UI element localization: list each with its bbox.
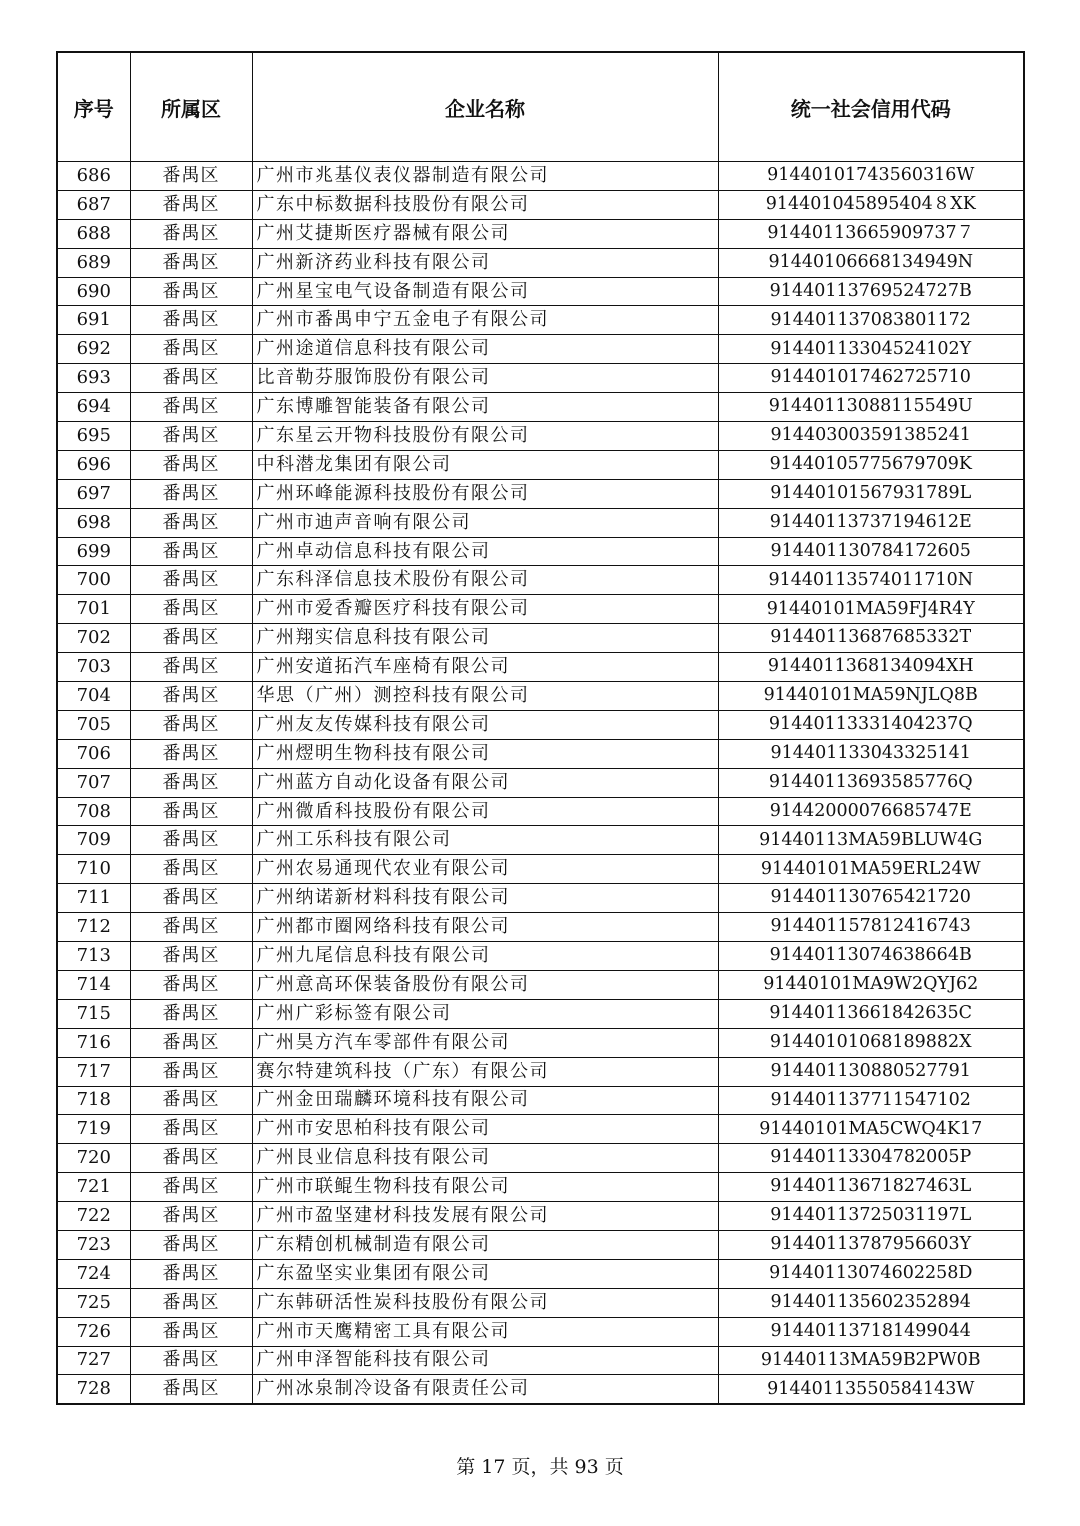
row-serial-number: 688	[57, 219, 130, 248]
table-row	[57, 508, 1024, 537]
table-row	[57, 855, 1024, 884]
table-row	[57, 768, 1024, 797]
row-credit-code: 91440113665909737７	[718, 219, 1024, 248]
table-row	[57, 393, 1024, 422]
row-company-name: 广州市爱香瓣医疗科技有限公司	[252, 595, 718, 624]
row-credit-code: 91440113550584143W	[718, 1375, 1024, 1404]
header-district: 所属区	[130, 52, 252, 162]
row-serial-number: 700	[57, 566, 130, 595]
row-company-name: 广州市安思柏科技有限公司	[252, 1115, 718, 1144]
table-row	[57, 1173, 1024, 1202]
row-district: 番禺区	[130, 1317, 252, 1346]
table-row	[57, 999, 1024, 1028]
row-company-name: 广州途道信息科技有限公司	[252, 335, 718, 364]
row-serial-number: 686	[57, 162, 130, 191]
table-row	[57, 190, 1024, 219]
row-district: 番禺区	[130, 653, 252, 682]
row-company-name: 广东精创机械制造有限公司	[252, 1230, 718, 1259]
row-district: 番禺区	[130, 855, 252, 884]
row-district: 番禺区	[130, 1173, 252, 1202]
row-serial-number: 699	[57, 537, 130, 566]
row-company-name: 广州九尾信息科技有限公司	[252, 942, 718, 971]
row-serial-number: 722	[57, 1202, 130, 1231]
table-row	[57, 566, 1024, 595]
table-row	[57, 479, 1024, 508]
row-credit-code: 91440101743560316W	[718, 162, 1024, 191]
row-serial-number: 697	[57, 479, 130, 508]
row-serial-number: 698	[57, 508, 130, 537]
table-row	[57, 1202, 1024, 1231]
table-body	[57, 162, 1024, 1405]
row-company-name: 广东科泽信息技术股份有限公司	[252, 566, 718, 595]
row-company-name: 广州昊方汽车零部件有限公司	[252, 1028, 718, 1057]
row-district: 番禺区	[130, 1288, 252, 1317]
table-row	[57, 1028, 1024, 1057]
row-company-name: 广州冰泉制冷设备有限责任公司	[252, 1375, 718, 1404]
row-company-name: 广东博雕智能装备有限公司	[252, 393, 718, 422]
row-credit-code: 91440101567931789L	[718, 479, 1024, 508]
row-credit-code: 91440113725031197L	[718, 1202, 1024, 1231]
row-credit-code: 914401157812416743	[718, 913, 1024, 942]
table-row	[57, 537, 1024, 566]
table-row	[57, 1288, 1024, 1317]
table-row	[57, 1057, 1024, 1086]
page-number-text: 第 17 页，共 93 页	[456, 1456, 624, 1478]
row-credit-code: 91440113074638664B	[718, 942, 1024, 971]
row-credit-code: 91440113304782005P	[718, 1144, 1024, 1173]
row-credit-code: 91440113574011710N	[718, 566, 1024, 595]
row-serial-number: 717	[57, 1057, 130, 1086]
row-credit-code: 91440101MA5CWQ4K17	[718, 1115, 1024, 1144]
row-credit-code: 9144011368134094XH	[718, 653, 1024, 682]
row-district: 番禺区	[130, 393, 252, 422]
row-serial-number: 703	[57, 653, 130, 682]
table-header-row	[57, 52, 1024, 162]
row-district: 番禺区	[130, 1230, 252, 1259]
row-district: 番禺区	[130, 479, 252, 508]
row-credit-code: 91440113661842635C	[718, 999, 1024, 1028]
row-company-name: 广州环峰能源科技股份有限公司	[252, 479, 718, 508]
row-credit-code: 914401137711547102	[718, 1086, 1024, 1115]
row-credit-code: 91440113787956603Y	[718, 1230, 1024, 1259]
row-credit-code: 91440113737194612E	[718, 508, 1024, 537]
row-serial-number: 706	[57, 739, 130, 768]
table-row	[57, 970, 1024, 999]
table-row	[57, 1259, 1024, 1288]
table-row	[57, 884, 1024, 913]
row-serial-number: 718	[57, 1086, 130, 1115]
table-row	[57, 682, 1024, 711]
row-district: 番禺区	[130, 884, 252, 913]
row-credit-code: 91440101MA9W2QYJ62	[718, 970, 1024, 999]
table-row	[57, 1115, 1024, 1144]
header-credit-code: 统一社会信用代码	[718, 52, 1024, 162]
row-district: 番禺区	[130, 1057, 252, 1086]
row-serial-number: 713	[57, 942, 130, 971]
row-serial-number: 708	[57, 797, 130, 826]
row-district: 番禺区	[130, 970, 252, 999]
row-company-name: 广州市迪声音响有限公司	[252, 508, 718, 537]
row-district: 番禺区	[130, 422, 252, 451]
row-credit-code: 91440113671827463L	[718, 1173, 1024, 1202]
row-district: 番禺区	[130, 306, 252, 335]
row-credit-code: 914401133043325141	[718, 739, 1024, 768]
header-company-name: 企业名称	[252, 52, 718, 162]
row-serial-number: 687	[57, 190, 130, 219]
row-serial-number: 721	[57, 1173, 130, 1202]
row-serial-number: 704	[57, 682, 130, 711]
row-district: 番禺区	[130, 364, 252, 393]
row-credit-code: 914401017462725710	[718, 364, 1024, 393]
row-district: 番禺区	[130, 768, 252, 797]
row-company-name: 广东星云开物科技股份有限公司	[252, 422, 718, 451]
row-credit-code: 914401130880527791	[718, 1057, 1024, 1086]
row-district: 番禺区	[130, 913, 252, 942]
row-serial-number: 701	[57, 595, 130, 624]
row-district: 番禺区	[130, 1375, 252, 1404]
row-district: 番禺区	[130, 1144, 252, 1173]
row-company-name: 广州意高环保装备股份有限公司	[252, 970, 718, 999]
row-credit-code: 91440106668134949N	[718, 248, 1024, 277]
row-company-name: 中科潜龙集团有限公司	[252, 450, 718, 479]
row-district: 番禺区	[130, 826, 252, 855]
row-serial-number: 716	[57, 1028, 130, 1057]
row-credit-code: 91440113MA59BLUW4G	[718, 826, 1024, 855]
table-row	[57, 710, 1024, 739]
row-district: 番禺区	[130, 624, 252, 653]
row-company-name: 广州申泽智能科技有限公司	[252, 1346, 718, 1375]
row-credit-code: 91440113304524102Y	[718, 335, 1024, 364]
row-district: 番禺区	[130, 248, 252, 277]
row-company-name: 广州广彩标签有限公司	[252, 999, 718, 1028]
row-serial-number: 710	[57, 855, 130, 884]
row-company-name: 广州金田瑞麟环境科技有限公司	[252, 1086, 718, 1115]
row-district: 番禺区	[130, 277, 252, 306]
row-district: 番禺区	[130, 450, 252, 479]
row-company-name: 广州都市圈网络科技有限公司	[252, 913, 718, 942]
table-row	[57, 739, 1024, 768]
row-serial-number: 714	[57, 970, 130, 999]
row-district: 番禺区	[130, 162, 252, 191]
table-row	[57, 335, 1024, 364]
table-row	[57, 219, 1024, 248]
row-district: 番禺区	[130, 739, 252, 768]
table-row	[57, 364, 1024, 393]
row-company-name: 广东韩研活性炭科技股份有限公司	[252, 1288, 718, 1317]
row-serial-number: 702	[57, 624, 130, 653]
row-credit-code: 91440113088115549U	[718, 393, 1024, 422]
table-row	[57, 826, 1024, 855]
row-company-name: 赛尔特建筑科技（广东）有限公司	[252, 1057, 718, 1086]
row-serial-number: 711	[57, 884, 130, 913]
row-district: 番禺区	[130, 1259, 252, 1288]
row-credit-code: 91442000076685747E	[718, 797, 1024, 826]
table-row	[57, 162, 1024, 191]
row-district: 番禺区	[130, 1115, 252, 1144]
row-company-name: 广州市联鲲生物科技有限公司	[252, 1173, 718, 1202]
row-serial-number: 707	[57, 768, 130, 797]
table-row	[57, 913, 1024, 942]
row-company-name: 广州新济药业科技有限公司	[252, 248, 718, 277]
row-credit-code: 91440101MA59ERL24W	[718, 855, 1024, 884]
row-district: 番禺区	[130, 682, 252, 711]
row-company-name: 广州纳诺新材料科技有限公司	[252, 884, 718, 913]
table-row	[57, 1144, 1024, 1173]
table-row	[57, 1230, 1024, 1259]
table-row	[57, 277, 1024, 306]
table-row	[57, 1086, 1024, 1115]
row-serial-number: 696	[57, 450, 130, 479]
row-serial-number: 695	[57, 422, 130, 451]
row-serial-number: 724	[57, 1259, 130, 1288]
row-company-name: 广州市番禺申宁五金电子有限公司	[252, 306, 718, 335]
row-credit-code: 914401137083801172	[718, 306, 1024, 335]
row-credit-code: 91440113074602258D	[718, 1259, 1024, 1288]
row-company-name: 广州微盾科技股份有限公司	[252, 797, 718, 826]
table-row	[57, 942, 1024, 971]
row-company-name: 华思（广州）测控科技有限公司	[252, 682, 718, 711]
row-company-name: 广州卓动信息科技有限公司	[252, 537, 718, 566]
row-serial-number: 692	[57, 335, 130, 364]
row-district: 番禺区	[130, 710, 252, 739]
row-serial-number: 709	[57, 826, 130, 855]
row-district: 番禺区	[130, 797, 252, 826]
row-serial-number: 723	[57, 1230, 130, 1259]
row-credit-code: 91440105775679709K	[718, 450, 1024, 479]
table-row	[57, 653, 1024, 682]
row-district: 番禺区	[130, 508, 252, 537]
row-serial-number: 712	[57, 913, 130, 942]
table-row	[57, 1346, 1024, 1375]
row-company-name: 广州农易通现代农业有限公司	[252, 855, 718, 884]
row-serial-number: 719	[57, 1115, 130, 1144]
row-company-name: 广州艾捷斯医疗器械有限公司	[252, 219, 718, 248]
row-credit-code: 91440113769524727B	[718, 277, 1024, 306]
row-district: 番禺区	[130, 190, 252, 219]
row-company-name: 广州艮业信息科技有限公司	[252, 1144, 718, 1173]
row-company-name: 广州市天鹰精密工具有限公司	[252, 1317, 718, 1346]
row-serial-number: 689	[57, 248, 130, 277]
row-credit-code: 91440101MA59FJ4R4Y	[718, 595, 1024, 624]
table-row	[57, 595, 1024, 624]
row-serial-number: 727	[57, 1346, 130, 1375]
row-district: 番禺区	[130, 942, 252, 971]
row-company-name: 广州工乐科技有限公司	[252, 826, 718, 855]
row-credit-code: 914401130784172605	[718, 537, 1024, 566]
row-credit-code: 91440113693585776Q	[718, 768, 1024, 797]
table-row	[57, 1375, 1024, 1404]
row-serial-number: 726	[57, 1317, 130, 1346]
row-credit-code: 914401045895404８XK	[718, 190, 1024, 219]
row-company-name: 广东盈坚实业集团有限公司	[252, 1259, 718, 1288]
row-district: 番禺区	[130, 999, 252, 1028]
row-company-name: 广州友友传媒科技有限公司	[252, 710, 718, 739]
row-serial-number: 715	[57, 999, 130, 1028]
row-credit-code: 91440101MA59NJLQ8B	[718, 682, 1024, 711]
page-footer	[0, 1452, 1080, 1479]
row-credit-code: 914403003591385241	[718, 422, 1024, 451]
row-serial-number: 725	[57, 1288, 130, 1317]
row-company-name: 比音勒芬服饰股份有限公司	[252, 364, 718, 393]
row-company-name: 广州熤明生物科技有限公司	[252, 739, 718, 768]
row-district: 番禺区	[130, 1086, 252, 1115]
row-district: 番禺区	[130, 219, 252, 248]
row-credit-code: 91440113MA59B2PW0B	[718, 1346, 1024, 1375]
table-row	[57, 797, 1024, 826]
table-row	[57, 248, 1024, 277]
table-row	[57, 422, 1024, 451]
row-credit-code: 91440101068189882X	[718, 1028, 1024, 1057]
row-district: 番禺区	[130, 1346, 252, 1375]
row-serial-number: 705	[57, 710, 130, 739]
row-district: 番禺区	[130, 566, 252, 595]
row-credit-code: 91440113331404237Q	[718, 710, 1024, 739]
row-serial-number: 691	[57, 306, 130, 335]
row-company-name: 广州星宝电气设备制造有限公司	[252, 277, 718, 306]
row-credit-code: 914401137181499044	[718, 1317, 1024, 1346]
row-district: 番禺区	[130, 537, 252, 566]
table-row	[57, 1317, 1024, 1346]
row-district: 番禺区	[130, 1028, 252, 1057]
table-row	[57, 306, 1024, 335]
row-serial-number: 728	[57, 1375, 130, 1404]
table-row	[57, 624, 1024, 653]
row-serial-number: 694	[57, 393, 130, 422]
header-serial-number: 序号	[57, 52, 130, 162]
table-row	[57, 450, 1024, 479]
row-district: 番禺区	[130, 335, 252, 364]
row-company-name: 广州蓝方自动化设备有限公司	[252, 768, 718, 797]
row-company-name: 广州市兆基仪表仪器制造有限公司	[252, 162, 718, 191]
row-company-name: 广州翔实信息科技有限公司	[252, 624, 718, 653]
row-district: 番禺区	[130, 1202, 252, 1231]
row-credit-code: 914401130765421720	[718, 884, 1024, 913]
row-credit-code: 91440113687685332T	[718, 624, 1024, 653]
row-company-name: 广州市盈坚建材科技发展有限公司	[252, 1202, 718, 1231]
company-table	[56, 51, 1025, 1405]
row-serial-number: 693	[57, 364, 130, 393]
row-credit-code: 914401135602352894	[718, 1288, 1024, 1317]
row-district: 番禺区	[130, 595, 252, 624]
row-company-name: 广州安道拓汽车座椅有限公司	[252, 653, 718, 682]
row-company-name: 广东中标数据科技股份有限公司	[252, 190, 718, 219]
row-serial-number: 720	[57, 1144, 130, 1173]
row-serial-number: 690	[57, 277, 130, 306]
